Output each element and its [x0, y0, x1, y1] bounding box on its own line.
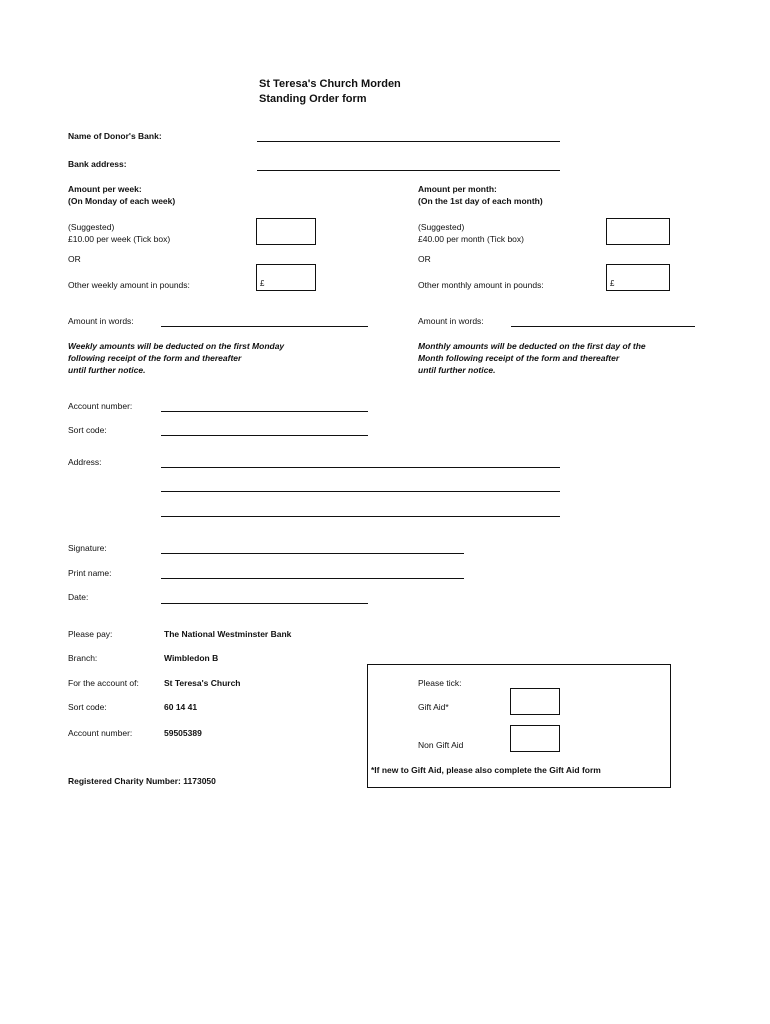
for-account-value: St Teresa's Church: [164, 678, 241, 688]
monthly-suggested: (Suggested): [418, 222, 465, 232]
signature-label: Signature:: [68, 543, 107, 553]
monthly-or: OR: [418, 254, 431, 264]
donor-bank-label: Name of Donor's Bank:: [68, 131, 162, 141]
monthly-words-field[interactable]: [511, 326, 695, 327]
weekly-words-field[interactable]: [161, 326, 368, 327]
church-name: St Teresa's Church Morden: [259, 78, 401, 90]
sort-code-label: Sort code:: [68, 425, 107, 435]
sort-code-field[interactable]: [161, 435, 368, 436]
gift-aid-label: Gift Aid*: [418, 702, 449, 712]
bank-address-label: Bank address:: [68, 159, 127, 169]
bank-address-field[interactable]: [257, 170, 560, 171]
gift-aid-footnote: *If new to Gift Aid, please also complete the Gift Aid form: [371, 765, 601, 775]
gift-aid-tick-box[interactable]: [510, 688, 560, 715]
monthly-other-amount-box[interactable]: [606, 264, 670, 291]
address-field-line3[interactable]: [161, 516, 560, 517]
charity-number: Registered Charity Number: 1173050: [68, 776, 216, 786]
weekly-suggested-amount: £10.00 per week (Tick box): [68, 234, 171, 244]
weekly-suggested: (Suggested): [68, 222, 115, 232]
monthly-note-line2: Month following receipt of the form and thereafter: [418, 353, 620, 363]
account-number-label: Account number:: [68, 401, 133, 411]
for-account-label: For the account of:: [68, 678, 139, 688]
monthly-suggested-amount: £40.00 per month (Tick box): [418, 234, 524, 244]
payee-account-number-value: 59505389: [164, 728, 202, 738]
form-title: [259, 77, 401, 107]
weekly-other-label: Other weekly amount in pounds:: [68, 280, 190, 290]
monthly-heading-sub: (On the 1st day of each month): [418, 196, 543, 206]
date-field[interactable]: [161, 603, 368, 604]
weekly-suggested-tick-box[interactable]: [256, 218, 316, 245]
account-number-field[interactable]: [161, 411, 368, 412]
monthly-note-line3: until further notice.: [418, 365, 496, 375]
address-field-line2[interactable]: [161, 491, 560, 492]
monthly-heading: Amount per month:: [418, 184, 497, 194]
please-pay-value: The National Westminster Bank: [164, 629, 292, 639]
address-label: Address:: [68, 457, 102, 467]
non-gift-aid-tick-box[interactable]: [510, 725, 560, 752]
payee-sort-code-value: 60 14 41: [164, 702, 198, 712]
print-name-field[interactable]: [161, 578, 464, 579]
weekly-heading-sub: (On Monday of each week): [68, 196, 176, 206]
signature-field[interactable]: [161, 553, 464, 554]
branch-label: Branch:: [68, 653, 98, 663]
payee-sort-code-label: Sort code:: [68, 702, 107, 712]
weekly-currency: £: [260, 279, 265, 288]
print-name-label: Print name:: [68, 568, 112, 578]
weekly-or: OR: [68, 254, 81, 264]
monthly-suggested-tick-box[interactable]: [606, 218, 670, 245]
please-tick-label: Please tick:: [418, 678, 462, 688]
address-field-line1[interactable]: [161, 467, 560, 468]
monthly-currency: £: [610, 279, 615, 288]
form-name: Standing Order form: [259, 93, 367, 105]
weekly-note-line1: Weekly amounts will be deducted on the first Monday: [68, 341, 285, 351]
weekly-other-amount-box[interactable]: [256, 264, 316, 291]
donor-bank-field[interactable]: [257, 141, 560, 142]
weekly-heading: Amount per week:: [68, 184, 142, 194]
payee-account-number-label: Account number:: [68, 728, 133, 738]
non-gift-aid-label: Non Gift Aid: [418, 740, 464, 750]
monthly-other-label: Other monthly amount in pounds:: [418, 280, 544, 290]
weekly-words-label: Amount in words:: [68, 316, 134, 326]
monthly-note-line1: Monthly amounts will be deducted on the first day of the: [418, 341, 646, 351]
please-pay-label: Please pay:: [68, 629, 113, 639]
monthly-words-label: Amount in words:: [418, 316, 484, 326]
branch-value: Wimbledon B: [164, 653, 219, 663]
weekly-note-line2: following receipt of the form and thereafter: [68, 353, 242, 363]
date-label: Date:: [68, 592, 89, 602]
weekly-note-line3: until further notice.: [68, 365, 146, 375]
